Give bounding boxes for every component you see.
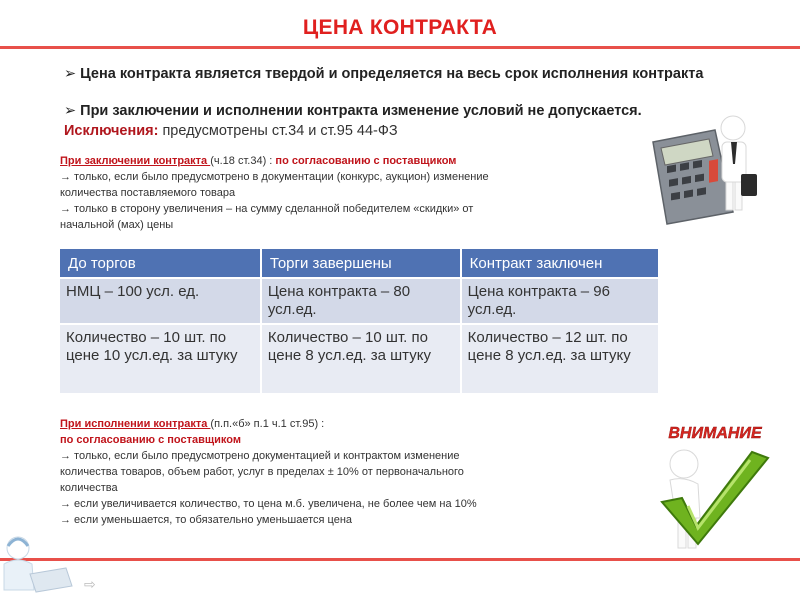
attention-label: ВНИМАНИЕ (668, 425, 762, 442)
bullet-text: При заключении и исполнении контракта изменение условий не допускается. (80, 103, 642, 119)
bullet-fixed-price (64, 66, 703, 82)
price-change-table (60, 249, 658, 393)
execution-line: → если увеличивается количество, то цена м.б. увеличена, не более чем на 10% (60, 498, 477, 510)
bullet-no-changes (64, 103, 642, 119)
table-header: До торгов (60, 249, 261, 278)
conclusion-condition: по согласованию с поставщиком (275, 155, 457, 167)
execution-line: → только, если было предусмотрено документацией и контрактом изменение (60, 450, 460, 462)
table-cell: Количество – 12 шт. по цене 8 усл.ед. за штуку (461, 324, 658, 393)
execution-line: → если уменьшается, то обязательно уменьшается цена (60, 514, 353, 526)
bullet-arrow-icon: ➢ (64, 103, 77, 119)
execution-line: количества (60, 482, 118, 494)
attention-checkmark-icon (640, 418, 790, 558)
person-at-laptop-icon (0, 530, 80, 600)
table-cell: Количество – 10 шт. по цене 10 усл.ед. за штуку (60, 324, 261, 393)
conclusion-line: → только, если было предусмотрено в документации (конкурс, аукцион) изменение (60, 171, 489, 183)
top-divider (0, 46, 800, 49)
execution-ref: (п.п.«б» п.1 ч.1 ст.95) : (210, 418, 325, 430)
execution-block (60, 416, 600, 528)
table-cell: Цена контракта – 96 усл.ед. (461, 278, 658, 324)
exceptions-label: Исключения: (64, 123, 159, 139)
table-row (60, 324, 658, 393)
calculator-businessman-icon (645, 112, 795, 232)
execution-line: количества товаров, объем работ, услуг в пределах ± 10% от первоначального (60, 466, 464, 478)
exceptions-text: предусмотрены ст.34 и ст.95 44-ФЗ (162, 123, 398, 139)
bottom-divider (0, 558, 800, 561)
bullet-text: Цена контракта является твердой и определяется на весь срок исполнения контракта (80, 66, 704, 82)
table-header: Торги завершены (261, 249, 461, 278)
conclusion-block (60, 153, 600, 233)
execution-condition: по согласованию с поставщиком (60, 434, 241, 446)
conclusion-heading: При заключении контракта (60, 155, 211, 167)
table-header: Контракт заключен (461, 249, 658, 278)
table-cell: Количество – 10 шт. по цене 8 усл.ед. за штуку (261, 324, 461, 393)
conclusion-line: начальной (мах) цены (60, 219, 174, 231)
page-title: ЦЕНА КОНТРАКТА (302, 16, 498, 39)
execution-heading: При исполнении контракта (60, 418, 211, 430)
conclusion-line: количества поставляемого товара (60, 187, 236, 199)
table-cell: НМЦ – 100 усл. ед. (60, 278, 261, 324)
conclusion-ref: (ч.18 ст.34) : (210, 155, 276, 167)
exceptions-line (64, 123, 398, 139)
next-arrow-icon[interactable]: ⇨ (84, 576, 96, 592)
table-cell: Цена контракта – 80 усл.ед. (261, 278, 461, 324)
table-row (60, 278, 658, 324)
bullet-arrow-icon: ➢ (64, 66, 77, 82)
conclusion-line: → только в сторону увеличения – на сумму сделанной победителем «скидки» от (60, 203, 474, 215)
